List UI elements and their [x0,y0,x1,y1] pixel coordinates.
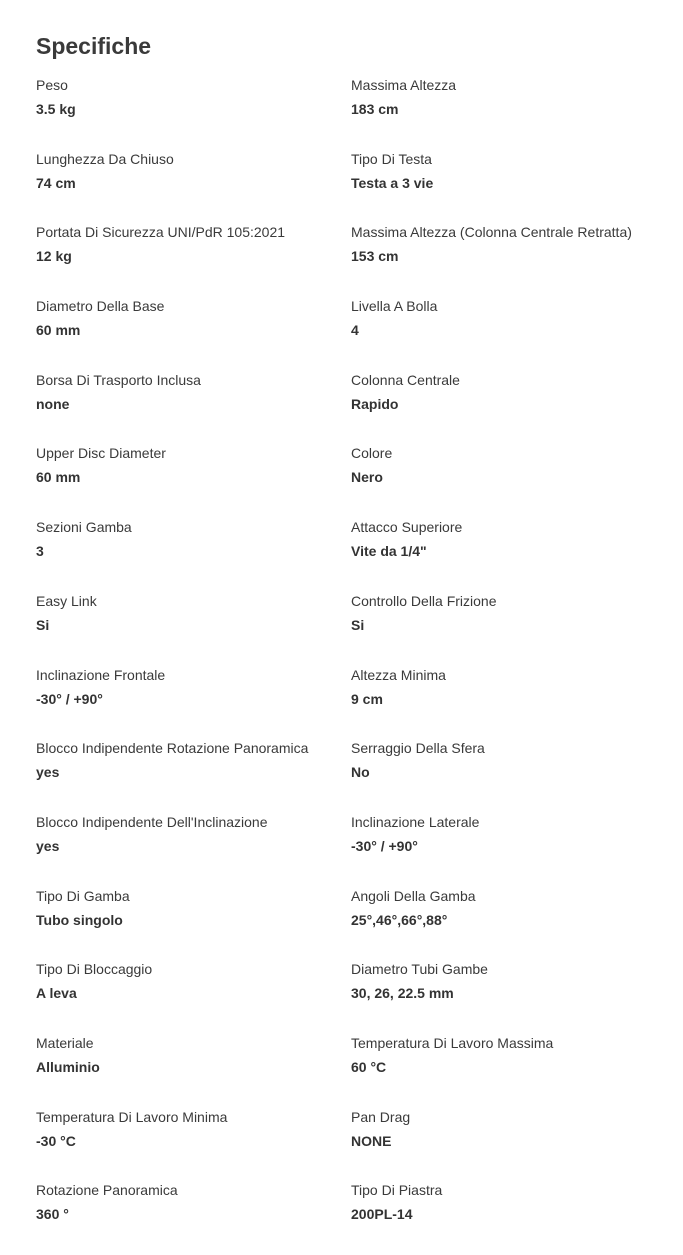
spec-value: yes [36,764,60,781]
spec-item [351,885,676,959]
spec-label: Pan Drag [351,1108,411,1125]
spec-label: Tipo Di Gamba [36,887,130,904]
spec-item [36,1179,351,1253]
spec-item [351,148,676,222]
spec-item [36,1032,351,1106]
spec-value: Vite da 1/4" [351,543,427,560]
spec-item [351,1106,676,1180]
spec-value: No [351,764,370,781]
spec-value: -30° / +90° [351,837,418,854]
spec-value: 183 cm [351,101,399,117]
spec-item [351,74,676,148]
spec-label: Tipo Di Bloccaggio [36,961,153,978]
specs-grid [36,74,676,1253]
spec-item [351,737,676,811]
spec-label: Borsa Di Trasporto Inclusa [36,371,201,388]
spec-label: Massima Altezza [351,77,457,93]
spec-value: none [36,395,70,412]
spec-item [36,295,351,369]
spec-value: 12 kg [36,248,72,265]
spec-label: Easy Link [36,592,97,609]
spec-item [36,74,351,148]
spec-value: 4 [351,322,359,339]
spec-value: Rapido [351,395,399,412]
spec-label: Upper Disc Diameter [36,445,166,462]
spec-item [36,516,351,590]
spec-value: Testa a 3 vie [351,174,434,191]
spec-label: Temperatura Di Lavoro Massima [351,1034,554,1051]
spec-label: Inclinazione Frontale [36,666,166,683]
spec-item [36,369,351,443]
spec-value: 74 cm [36,174,76,191]
spec-value: 3.5 kg [36,101,76,117]
spec-value: 25°,46°,66°,88° [351,911,448,928]
spec-item [351,1179,676,1253]
spec-label: Attacco Superiore [351,519,463,536]
spec-value: 30, 26, 22.5 mm [351,985,454,1002]
spec-value: Si [36,616,50,633]
spec-label: Temperatura Di Lavoro Minima [36,1108,228,1125]
spec-value: 200PL-14 [351,1206,413,1223]
spec-item [351,516,676,590]
spec-item [36,442,351,516]
spec-item [36,1106,351,1180]
spec-label: Portata Di Sicurezza UNI/PdR 105:2021 [36,224,286,241]
spec-value: 3 [36,543,44,560]
spec-item [36,221,351,295]
spec-item [351,664,676,738]
spec-item [36,590,351,664]
spec-value: -30 °C [36,1132,76,1149]
spec-item [351,958,676,1032]
spec-value: Si [351,616,365,633]
spec-label: Colore [351,445,393,462]
spec-item [351,369,676,443]
spec-label: Tipo Di Piastra [351,1182,443,1199]
spec-value: 9 cm [351,690,383,707]
spec-item [351,221,676,295]
spec-item [36,664,351,738]
spec-item [351,442,676,516]
spec-label: Sezioni Gamba [36,519,132,536]
spec-value: 60 °C [351,1058,387,1075]
spec-value: Tubo singolo [36,911,123,928]
spec-item [351,295,676,369]
spec-label: Blocco Indipendente Rotazione Panoramica [36,740,309,757]
spec-label: Lunghezza Da Chiuso [36,150,174,167]
spec-label: Inclinazione Laterale [351,813,480,830]
spec-value: yes [36,837,60,854]
spec-item [36,885,351,959]
spec-label: Rotazione Panoramica [36,1182,178,1199]
spec-label: Blocco Indipendente Dell'Inclinazione [36,813,268,830]
spec-item [36,811,351,885]
spec-label: Livella A Bolla [351,298,438,315]
spec-label: Diametro Della Base [36,298,165,315]
spec-label: Controllo Della Frizione [351,592,497,609]
spec-label: Materiale [36,1034,94,1051]
spec-value: 360 ° [36,1206,69,1223]
spec-label: Tipo Di Testa [351,150,432,167]
spec-value: 60 mm [36,322,81,339]
spec-item [351,811,676,885]
spec-value: Nero [351,469,383,486]
spec-label: Angoli Della Gamba [351,887,476,904]
spec-value: Alluminio [36,1058,100,1075]
spec-value: A leva [36,985,77,1002]
spec-value: NONE [351,1132,392,1149]
page-title: Specifiche [36,33,152,59]
spec-label: Massima Altezza (Colonna Centrale Retratta) [351,224,632,241]
spec-value: 153 cm [351,248,399,265]
spec-label: Serraggio Della Sfera [351,740,485,757]
spec-label: Altezza Minima [351,666,446,683]
spec-label: Peso [36,77,68,93]
spec-item [36,737,351,811]
spec-item [351,1032,676,1106]
spec-label: Diametro Tubi Gambe [351,961,488,978]
spec-item [351,590,676,664]
spec-item [36,958,351,1032]
spec-value: -30° / +90° [36,690,103,707]
spec-value: 60 mm [36,469,81,486]
spec-item [36,148,351,222]
spec-label: Colonna Centrale [351,371,460,388]
